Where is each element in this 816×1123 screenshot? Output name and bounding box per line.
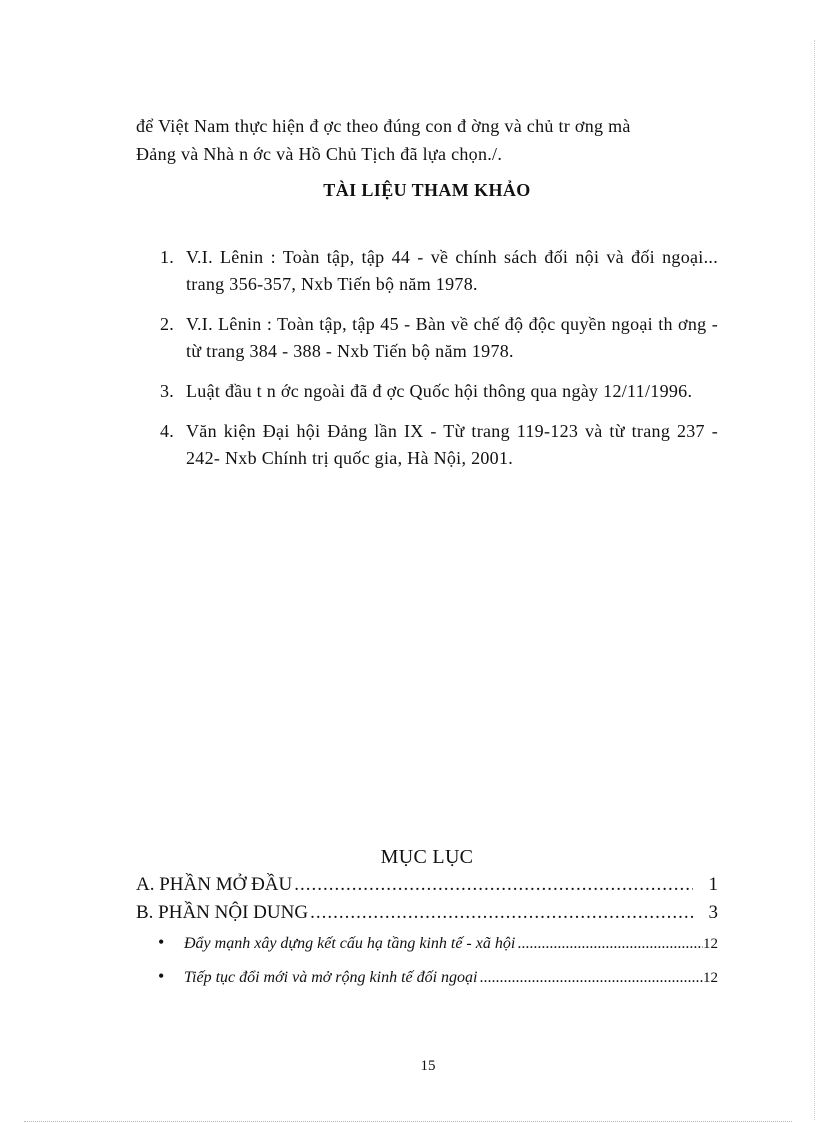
toc-sub-entry-label: Tiếp tục đổi mới và mở rộng kinh tế đối ngoại: [184, 969, 478, 986]
toc-entry: [136, 874, 718, 896]
reference-text: Văn kiện Đại hội Đảng lần IX - Từ trang 119-123 và từ trang 237 - 242- Nxb Chính trị quốc gia, Hà Nội, 2001.: [186, 421, 718, 468]
toc-leader-dots: [294, 874, 692, 896]
page-number: 15: [420, 1058, 436, 1074]
references-heading: TÀI LIỆU THAM KHẢO: [323, 180, 531, 200]
toc-entry-label: B. PHẦN NỘI DUNG: [136, 902, 309, 923]
reference-text: V.I. Lênin : Toàn tập, tập 45 - Bàn về chế độ độc quyền ngoại th ơng - từ trang 384 - 388 - Nxb Tiến bộ năm 1978.: [186, 314, 718, 361]
intro-line-1: để Việt Nam thực hiện đ ợc theo đúng con đ ờng và chủ tr ơng mà: [136, 116, 631, 136]
reference-text: V.I. Lênin : Toàn tập, tập 44 - về chính sách đối nội và đối ngoại... trang 356-357, Nxb Tiến bộ năm 1978.: [186, 247, 718, 294]
toc-leader-dots: [480, 969, 704, 987]
reference-number: 2.: [160, 314, 175, 334]
intro-line-2: Đảng và Nhà n ớc và Hồ Chủ Tịch đã lựa chọn./.: [136, 144, 503, 164]
reference-number: 3.: [160, 381, 175, 401]
reference-number: 4.: [160, 421, 175, 441]
reference-item: [160, 378, 718, 405]
toc-sub-entry: [158, 932, 718, 953]
toc-heading: MỤC LỤC: [380, 846, 474, 868]
toc-sub-entry-label: Đẩy mạnh xây dựng kết cấu hạ tầng kinh tế - xã hội: [184, 935, 516, 952]
reference-item: [160, 418, 718, 472]
toc-leader-dots: [310, 902, 692, 924]
toc-entry: [136, 902, 718, 924]
toc-sub-entry-page: 12: [703, 970, 718, 986]
reference-text: Luật đầu t n ớc ngoài đã đ ợc Quốc hội thông qua ngày 12/11/1996.: [186, 381, 693, 401]
toc-entry-page: 3: [708, 902, 718, 923]
page-right-border: [814, 40, 815, 1120]
toc-entry-page: 1: [708, 874, 718, 895]
toc-sub-entry-page: 12: [703, 936, 718, 952]
reference-number: 1.: [160, 247, 175, 267]
bullet-icon: •: [158, 932, 165, 952]
intro-paragraph: [136, 112, 718, 168]
toc-entry-label: A. PHẦN MỞ ĐẦU: [136, 874, 293, 895]
reference-item: [160, 244, 718, 298]
page-bottom-border: [24, 1121, 792, 1122]
reference-item: [160, 311, 718, 365]
bullet-icon: •: [158, 966, 165, 986]
references-list: [160, 244, 718, 485]
toc-sub-entry: [158, 966, 718, 987]
toc-leader-dots: [517, 935, 703, 953]
